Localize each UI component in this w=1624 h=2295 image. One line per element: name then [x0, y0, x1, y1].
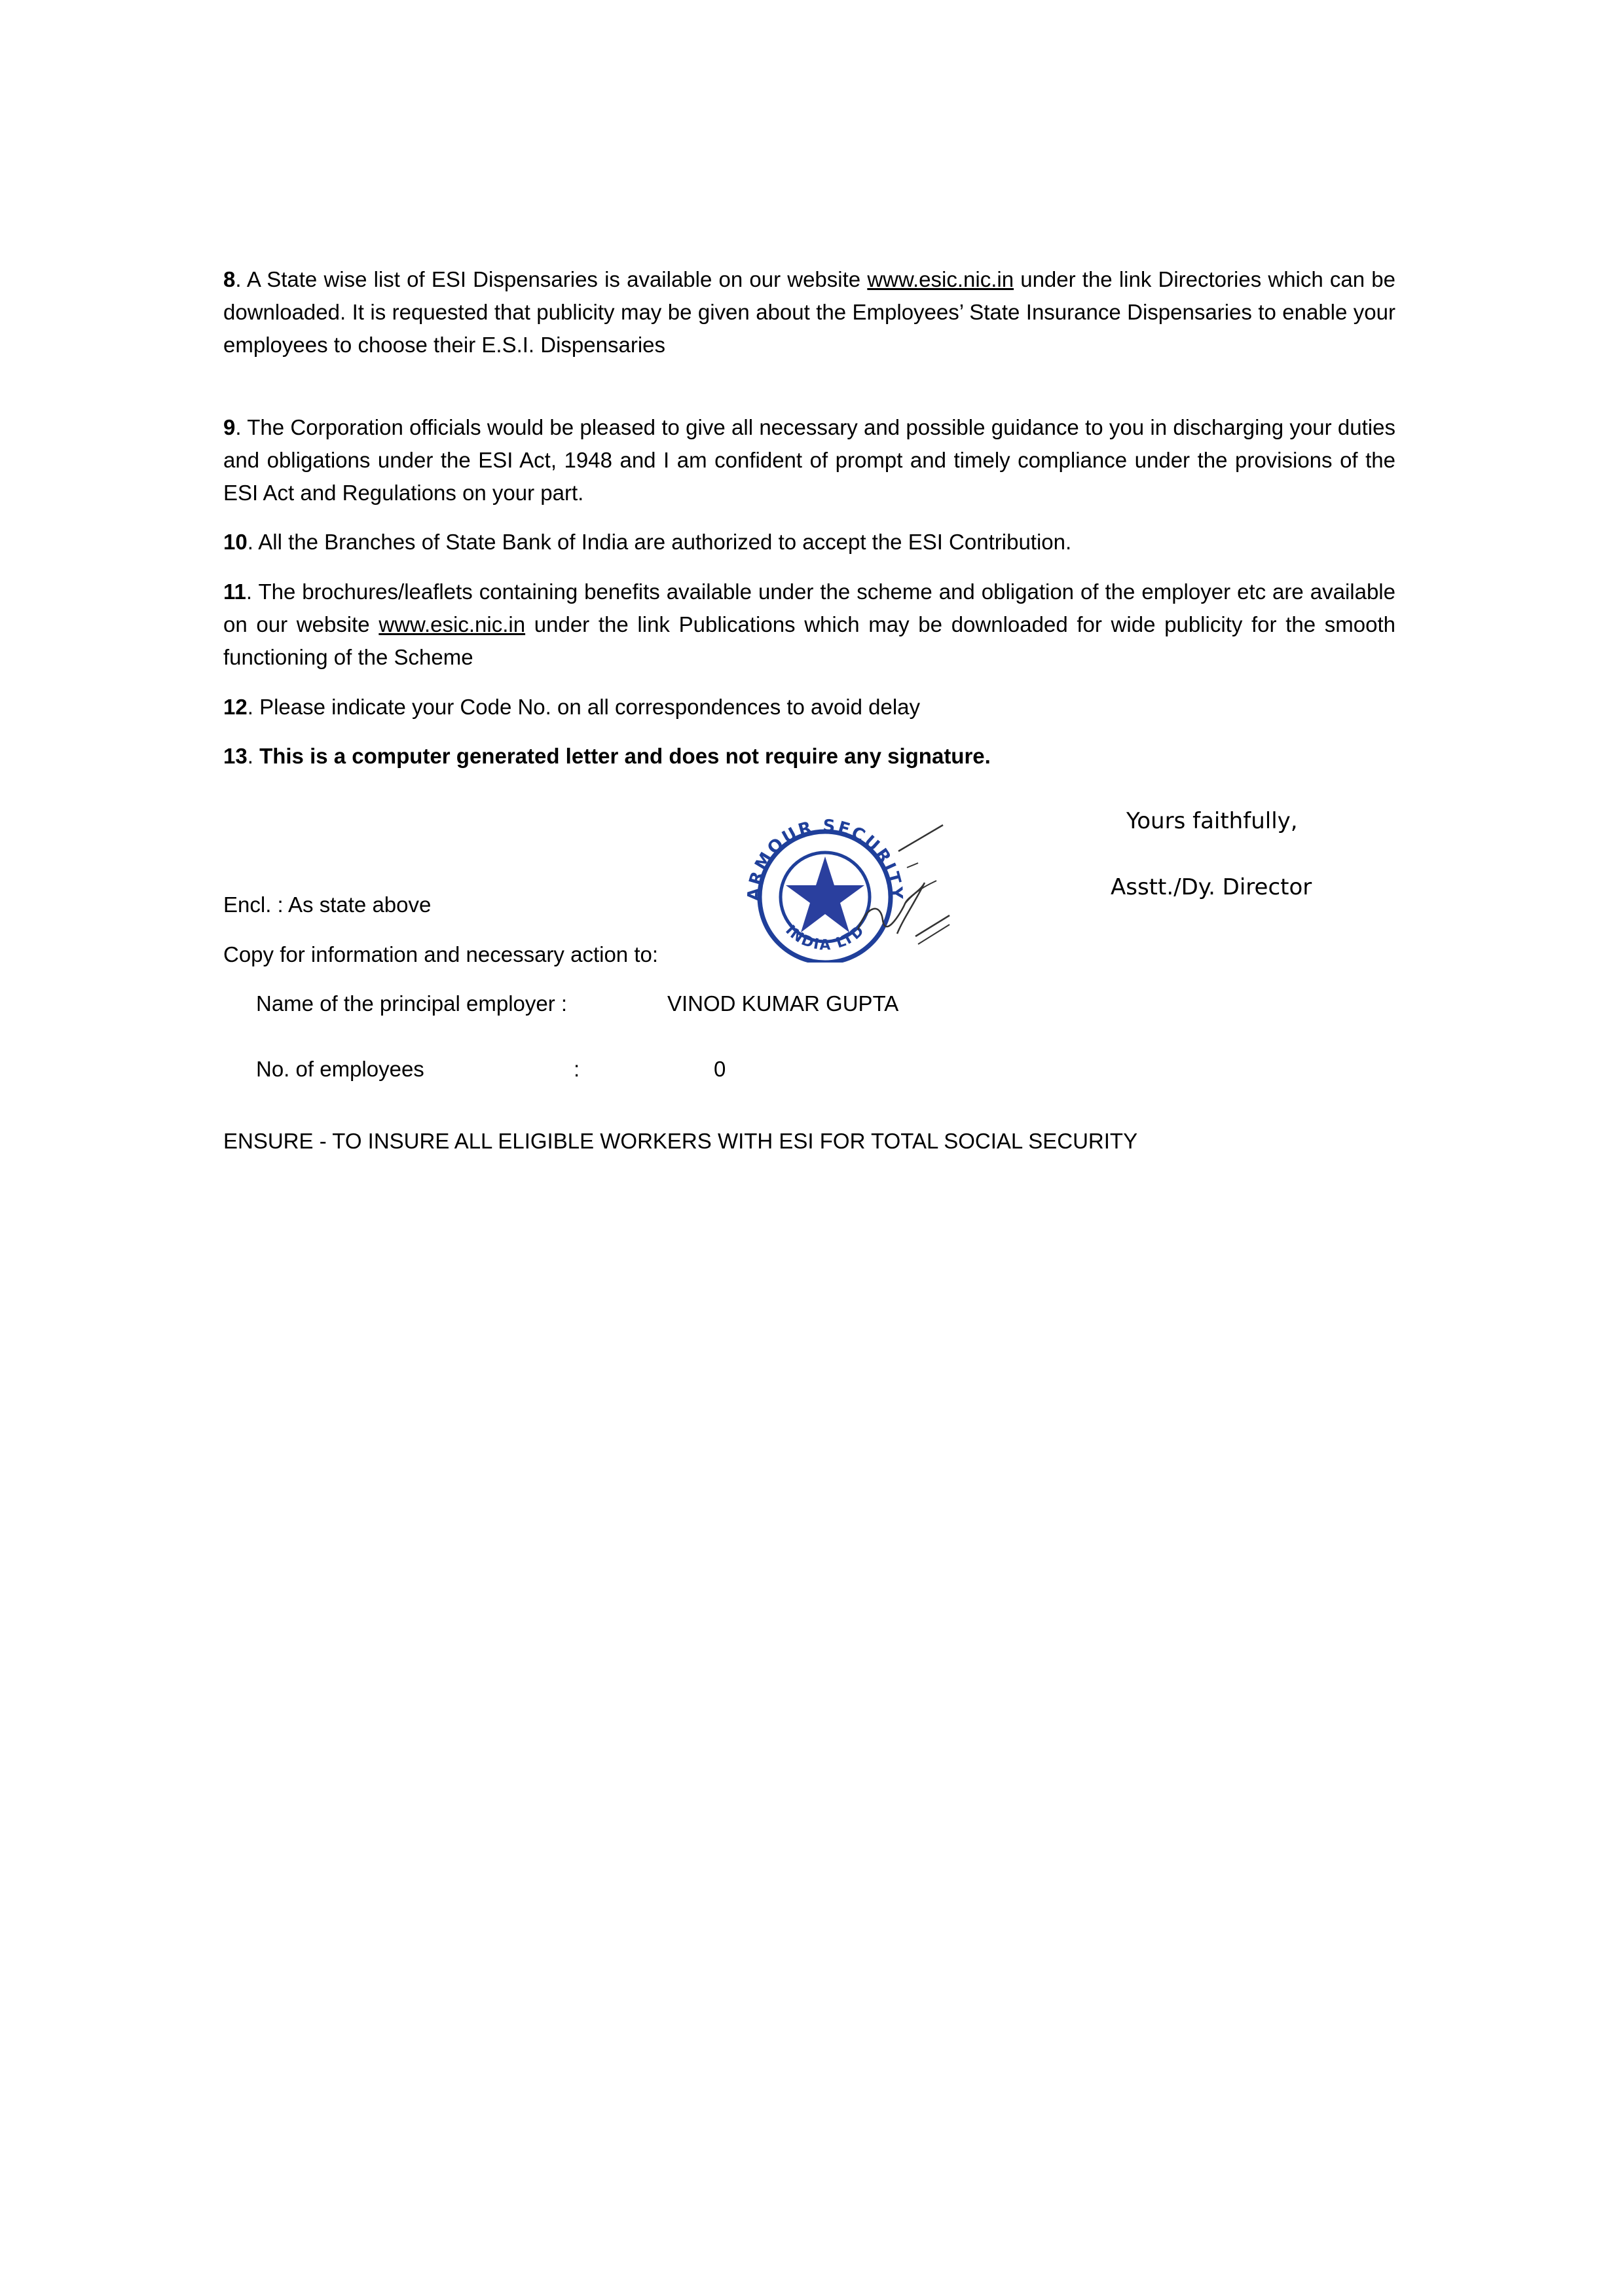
paragraph-number: 12 — [223, 695, 248, 719]
enclosure-note: Encl. : As state above — [223, 892, 432, 917]
employees-count-value: 0 — [714, 1057, 726, 1081]
paragraph-13 — [223, 740, 1395, 773]
paragraph-number: 13 — [223, 744, 248, 768]
website-link[interactable]: www.esic.nic.in — [378, 612, 526, 636]
principal-employer-label: Name of the principal employer : — [256, 991, 568, 1016]
paragraph-text: All the Branches of State Bank of India are authorized to accept the ESI Contribution. — [258, 530, 1072, 554]
paragraph-separator: . — [247, 530, 259, 554]
paragraph-text: Please indicate your Code No. on all correspondences to avoid delay — [259, 695, 921, 719]
paragraph-separator: . — [247, 744, 260, 768]
paragraph-separator: . — [247, 695, 260, 719]
paragraph-text: The brochures/leaflets containing benefits available under the scheme and obligation of the employer etc are available on our website — [223, 579, 1395, 636]
paragraph-number: 11 — [223, 579, 246, 604]
signatory-designation: Asstt./Dy. Director — [1111, 874, 1312, 900]
copy-to-note: Copy for information and necessary action to: — [223, 942, 659, 966]
company-seal-stamp — [733, 805, 956, 963]
signature-stroke — [907, 863, 918, 868]
website-link[interactable]: www.esic.nic.in — [867, 267, 1014, 291]
paragraph-number: 10 — [223, 530, 248, 554]
paragraph-text: The Corporation officials would be pleased to give all necessary and possible guidance to you in discharging your duties and obligations under the ESI Act, 1948 and I am confident of prompt and timely compliance under the provisions of the ESI Act and Regulations on your part. — [223, 415, 1395, 505]
paragraph-separator: . — [235, 415, 248, 439]
seal-top-text: ARMOUR SECURITY — [744, 816, 906, 902]
employees-count-colon: : — [574, 1057, 580, 1081]
signature-stroke — [918, 925, 950, 944]
paragraph-12 — [223, 691, 1395, 724]
signature-stroke — [898, 825, 943, 851]
signature-stroke — [915, 915, 950, 936]
signature-stroke — [905, 881, 936, 904]
paragraph-11 — [223, 576, 1395, 674]
principal-employer-value: VINOD KUMAR GUPTA — [667, 991, 899, 1016]
paragraph-text: under the link Directories which can be downloaded. It is requested that publicity may be given about the Employees’ State Insurance Dispensaries to enable your employees to choose their E.S.I. Dispensaries — [223, 267, 1395, 357]
paragraph-number: 8 — [223, 267, 236, 291]
paragraph-text: A State wise list of ESI Dispensaries is available on our website — [246, 267, 868, 291]
paragraph-separator: . — [235, 267, 247, 291]
employees-count-label: No. of employees — [256, 1057, 424, 1081]
closing-salutation: Yours faithfully, — [1126, 808, 1298, 834]
seal-bottom-text: INDIA LTD — [782, 922, 868, 954]
paragraph-10 — [223, 526, 1395, 559]
paragraph-9 — [223, 411, 1395, 509]
paragraph-8 — [223, 263, 1395, 361]
paragraph-number: 9 — [223, 415, 236, 439]
paragraph-separator: . — [246, 579, 259, 604]
paragraph-text: This is a computer generated letter and does not require any signature. — [259, 744, 991, 768]
star-icon — [786, 856, 864, 932]
footer-slogan: ENSURE - TO INSURE ALL ELIGIBLE WORKERS WITH ESI FOR TOTAL SOCIAL SECURITY — [223, 1129, 1138, 1153]
paragraph-text: under the link Publications which may be downloaded for wide publicity for the smooth functioning of the Scheme — [223, 612, 1395, 669]
